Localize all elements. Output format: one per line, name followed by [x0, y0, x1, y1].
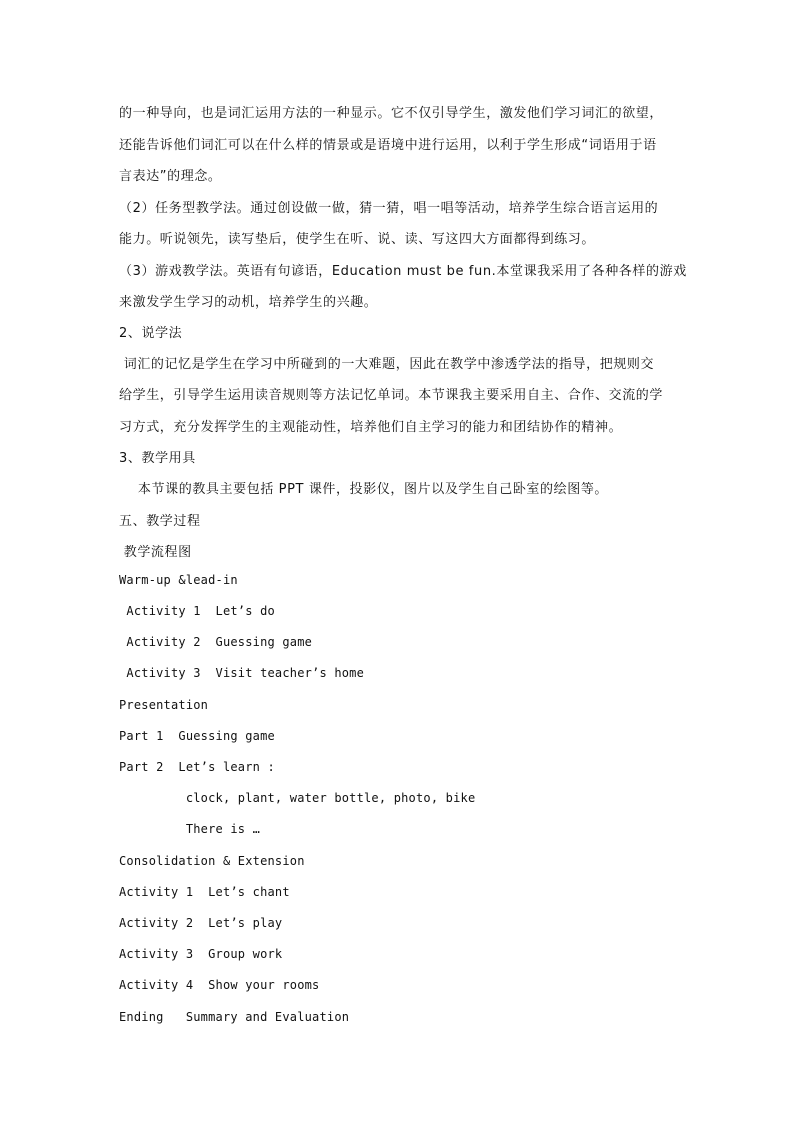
- flow-item: Activity 4 Show your rooms: [119, 978, 320, 992]
- flow-item: Activity 1 Let’s do: [119, 604, 275, 618]
- flow-item: Warm-up &lead-in: [119, 573, 238, 587]
- flow-item: Activity 2 Let’s play: [119, 916, 283, 930]
- paragraph-1-line-3: 言表达”的理念。: [119, 169, 222, 184]
- paragraph-5: 本节课的教具主要包括 PPT 课件，投影仪，图片以及学生自己卧室的绘图等。: [119, 482, 609, 497]
- flow-item: Activity 3 Group work: [119, 947, 283, 961]
- flowchart-title: 教学流程图: [119, 545, 192, 560]
- flow-item: Activity 1 Let’s chant: [119, 885, 290, 899]
- flow-item: There is …: [119, 822, 261, 836]
- flow-item: Activity 2 Guessing game: [119, 635, 313, 649]
- paragraph-1-line-1: 的一种导向，也是词汇运用方法的一种显示。它不仅引导学生，激发他们学习词汇的欲望，: [119, 106, 664, 121]
- paragraph-2-line-1: （2）任务型教学法。通过创设做一做，猜一猜，唱一唱等活动，培养学生综合语言运用的: [119, 201, 659, 216]
- heading-teaching-process: 五、教学过程: [119, 514, 201, 529]
- paragraph-4-line-3: 习方式，充分发挥学生的主观能动性，培养他们自主学习的能力和团结协作的精神。: [119, 420, 623, 435]
- flow-item: Ending Summary and Evaluation: [119, 1010, 350, 1024]
- flow-item: clock, plant, water bottle, photo, bike: [119, 791, 476, 805]
- heading-teaching-tools: 3、教学用具: [119, 451, 196, 466]
- paragraph-2-line-2: 能力。听说领先，读写垫后，使学生在听、说、读、写这四大方面都得到练习。: [119, 232, 596, 247]
- paragraph-3-line-1: （3）游戏教学法。英语有句谚语，Education must be fun.本堂课我采用了各种各样的游戏: [119, 264, 687, 279]
- flow-item: Part 1 Guessing game: [119, 729, 275, 743]
- flow-item: Consolidation & Extension: [119, 854, 305, 868]
- paragraph-1-line-2: 还能告诉他们词汇可以在什么样的情景或是语境中进行运用，以利于学生形成“词语用于语: [119, 138, 657, 153]
- heading-study-method: 2、说学法: [119, 326, 183, 341]
- flow-item: Part 2 Let’s learn :: [119, 760, 275, 774]
- paragraph-3-line-2: 来激发学生学习的动机，培养学生的兴趣。: [119, 295, 378, 310]
- paragraph-4-line-1: 词汇的记忆是学生在学习中所碰到的一大难题，因此在教学中渗透学法的指导，把规则交: [119, 357, 655, 372]
- flow-item: Activity 3 Visit teacher’s home: [119, 666, 365, 680]
- paragraph-4-line-2: 给学生，引导学生运用读音规则等方法记忆单词。本节课我主要采用自主、合作、交流的学: [119, 388, 664, 403]
- flow-item: Presentation: [119, 698, 209, 712]
